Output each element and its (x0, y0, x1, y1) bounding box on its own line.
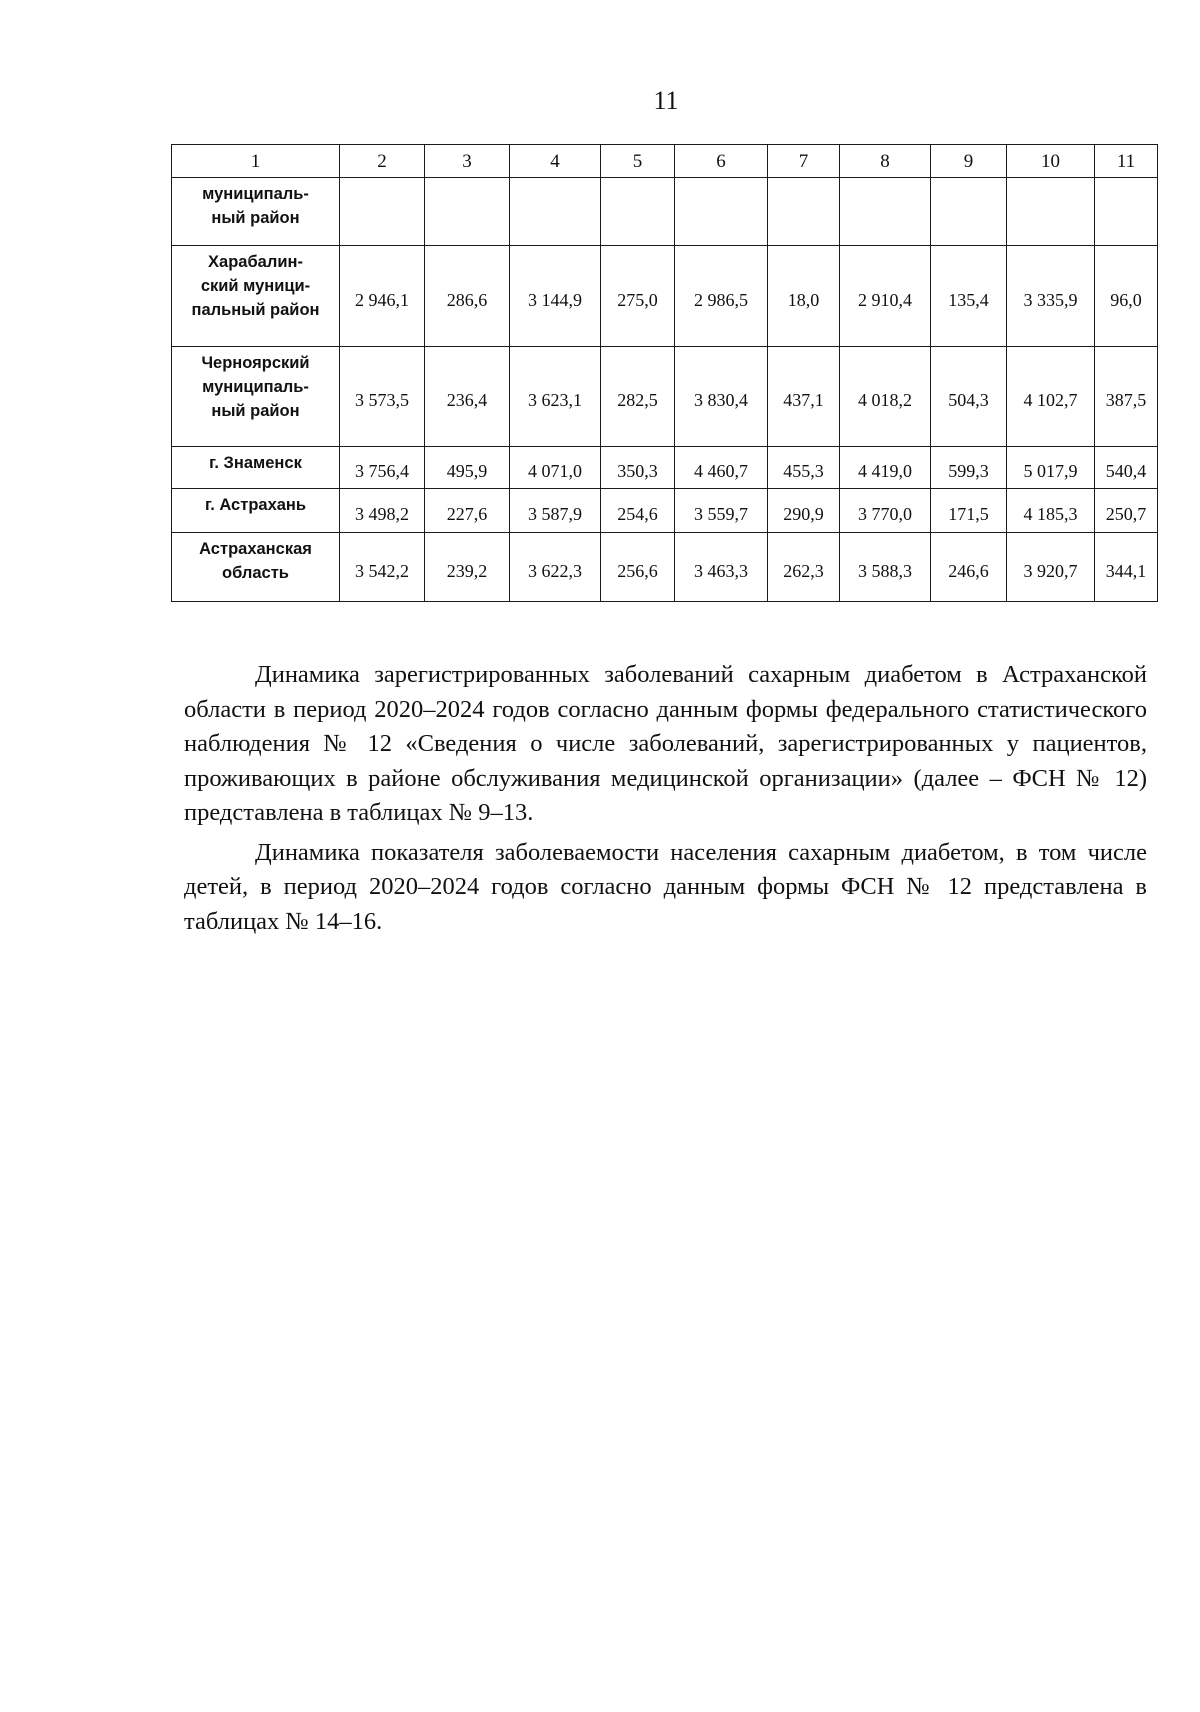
table-cell: 4 071,0 (510, 447, 601, 489)
table-cell: 4 102,7 (1007, 347, 1095, 447)
table-cell: 350,3 (601, 447, 675, 489)
table-cell: 2 910,4 (840, 246, 931, 347)
table-row (172, 447, 1158, 489)
table-row (172, 533, 1158, 602)
table-cell: 599,3 (931, 447, 1007, 489)
table-cell: 2 986,5 (675, 246, 768, 347)
table-cell: 256,6 (601, 533, 675, 602)
table-cell: 3 542,2 (340, 533, 425, 602)
table-row (172, 489, 1158, 533)
table-cell: 3 463,3 (675, 533, 768, 602)
column-number: 9 (931, 145, 1007, 178)
table-header-row (172, 145, 1158, 178)
table-cell: 4 460,7 (675, 447, 768, 489)
column-number: 8 (840, 145, 931, 178)
table-cell (675, 178, 768, 246)
table-cell: 282,5 (601, 347, 675, 447)
table-cell: 495,9 (425, 447, 510, 489)
table-row (172, 178, 1158, 246)
table-cell: 5 017,9 (1007, 447, 1095, 489)
table-cell: 3 622,3 (510, 533, 601, 602)
table-cell: 4 419,0 (840, 447, 931, 489)
table-cell: 3 830,4 (675, 347, 768, 447)
table-cell: 3 920,7 (1007, 533, 1095, 602)
table-cell: 387,5 (1095, 347, 1158, 447)
table-cell: 3 588,3 (840, 533, 931, 602)
table-cell: 275,0 (601, 246, 675, 347)
table-cell: 227,6 (425, 489, 510, 533)
table-cell (340, 178, 425, 246)
column-number: 6 (675, 145, 768, 178)
table-row (172, 347, 1158, 447)
row-label: г. Астрахань (172, 489, 340, 533)
table-cell: 246,6 (931, 533, 1007, 602)
table-cell (425, 178, 510, 246)
table-cell: 3 587,9 (510, 489, 601, 533)
statistics-table (171, 144, 1158, 602)
table-cell: 96,0 (1095, 246, 1158, 347)
table-cell (840, 178, 931, 246)
column-number: 10 (1007, 145, 1095, 178)
table-cell: 3 335,9 (1007, 246, 1095, 347)
row-label: Черноярский муниципаль- ный район (172, 347, 340, 447)
column-number: 3 (425, 145, 510, 178)
column-number: 5 (601, 145, 675, 178)
table-cell (1007, 178, 1095, 246)
column-number: 1 (172, 145, 340, 178)
table-cell: 3 498,2 (340, 489, 425, 533)
table-cell: 18,0 (768, 246, 840, 347)
column-number: 7 (768, 145, 840, 178)
table-cell: 4 185,3 (1007, 489, 1095, 533)
table-cell: 171,5 (931, 489, 1007, 533)
table-cell: 3 756,4 (340, 447, 425, 489)
table-cell: 4 018,2 (840, 347, 931, 447)
table-cell: 2 946,1 (340, 246, 425, 347)
table-cell: 437,1 (768, 347, 840, 447)
table-cell: 3 144,9 (510, 246, 601, 347)
table-cell: 540,4 (1095, 447, 1158, 489)
column-number: 4 (510, 145, 601, 178)
table-cell (768, 178, 840, 246)
paragraph: Динамика показателя заболеваемости населения сахарным диабетом, в том числе детей, в период 2020–2024 годов согласно данным формы ФСН № 12 представлена в таблицах № 14–16. (184, 838, 1147, 935)
table-cell: 3 623,1 (510, 347, 601, 447)
body-text (184, 658, 1147, 944)
table-cell: 236,4 (425, 347, 510, 447)
table-cell: 254,6 (601, 489, 675, 533)
table-cell (1095, 178, 1158, 246)
table-cell: 3 573,5 (340, 347, 425, 447)
table-cell: 286,6 (425, 246, 510, 347)
column-number: 11 (1095, 145, 1158, 178)
table-cell: 455,3 (768, 447, 840, 489)
table-cell: 250,7 (1095, 489, 1158, 533)
paragraph: Динамика зарегистрированных заболеваний сахарным диабетом в Астраханской области в период 2020–2024 годов согласно данным формы федерального статистического наблюдения № 12 «Сведения о числе заболеваний, зарегистрированных у пациентов, проживающих в районе обслуживания медицинской организации» (далее – ФСН № 12) представлена в таблицах № 9–13. (184, 661, 1147, 826)
row-label: муниципаль- ный район (172, 178, 340, 246)
table-cell: 290,9 (768, 489, 840, 533)
row-label: г. Знаменск (172, 447, 340, 489)
table-cell: 239,2 (425, 533, 510, 602)
table-cell (931, 178, 1007, 246)
table-cell: 3 559,7 (675, 489, 768, 533)
table-row (172, 246, 1158, 347)
table-cell: 262,3 (768, 533, 840, 602)
row-label: Харабалин- ский муници- пальный район (172, 246, 340, 347)
column-number: 2 (340, 145, 425, 178)
table-cell: 504,3 (931, 347, 1007, 447)
page-number: 11 (653, 86, 679, 115)
table-cell: 135,4 (931, 246, 1007, 347)
row-label: Астраханская область (172, 533, 340, 602)
table-cell: 344,1 (1095, 533, 1158, 602)
table-cell (510, 178, 601, 246)
table-cell: 3 770,0 (840, 489, 931, 533)
table-cell (601, 178, 675, 246)
